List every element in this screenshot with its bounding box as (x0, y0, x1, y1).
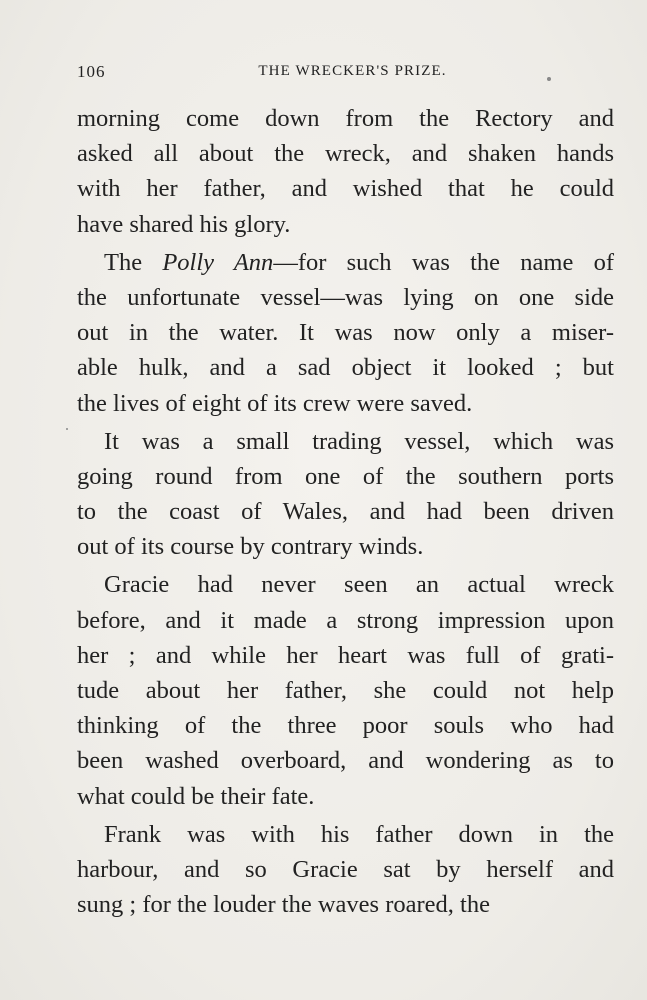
text-line: It was a small trading vessel, which was (104, 427, 614, 455)
paragraph (77, 245, 614, 421)
paragraph (77, 567, 614, 813)
running-title: THE WRECKER'S PRIZE. (258, 63, 447, 79)
paper-speck (547, 77, 551, 81)
text-line: asked all about the wreck, and shaken hands (77, 140, 614, 168)
text-line: to the coast of Wales, and had been driven (77, 498, 614, 526)
text-line: with her father, and wished that he could (77, 175, 614, 203)
paper-speck (66, 428, 68, 430)
text-line: what could be their fate. (77, 782, 315, 810)
page-number: 106 (77, 62, 106, 81)
text-line: the unfortunate vessel—was lying on one side (77, 283, 614, 311)
text-line: have shared his glory. (77, 210, 291, 238)
paragraph (77, 424, 614, 565)
text-line: the lives of eight of its crew were saved. (77, 389, 473, 417)
text-line: The Polly Ann—for such was the name of (104, 248, 614, 276)
text-line: harbour, and so Gracie sat by herself and (77, 855, 614, 883)
text-line: sung ; for the louder the waves roared, the (77, 891, 490, 919)
text-line: Gracie had never seen an actual wreck (104, 571, 614, 599)
text-line: able hulk, and a sad object it looked ; but (77, 354, 614, 382)
paragraph (77, 817, 614, 923)
text-line: thinking of the three poor souls who had (77, 712, 614, 740)
paragraph (77, 101, 614, 242)
body-text (77, 101, 614, 922)
text-line: tude about her father, she could not help (77, 677, 614, 704)
text-line: going round from one of the southern ports (77, 462, 614, 490)
text-line: before, and it made a strong impression upon (77, 606, 614, 634)
ship-name: Polly Ann (162, 248, 274, 276)
text-line: been washed overboard, and wondering as to (77, 747, 614, 775)
text-line: her ; and while her heart was full of grati- (77, 641, 614, 669)
running-head (77, 62, 614, 82)
text-line: out in the water. It was now only a miser- (77, 319, 614, 347)
text-line: out of its course by contrary winds. (77, 533, 424, 561)
text-line: morning come down from the Rectory and (77, 105, 614, 132)
text-line: Frank was with his father down in the (104, 820, 614, 848)
